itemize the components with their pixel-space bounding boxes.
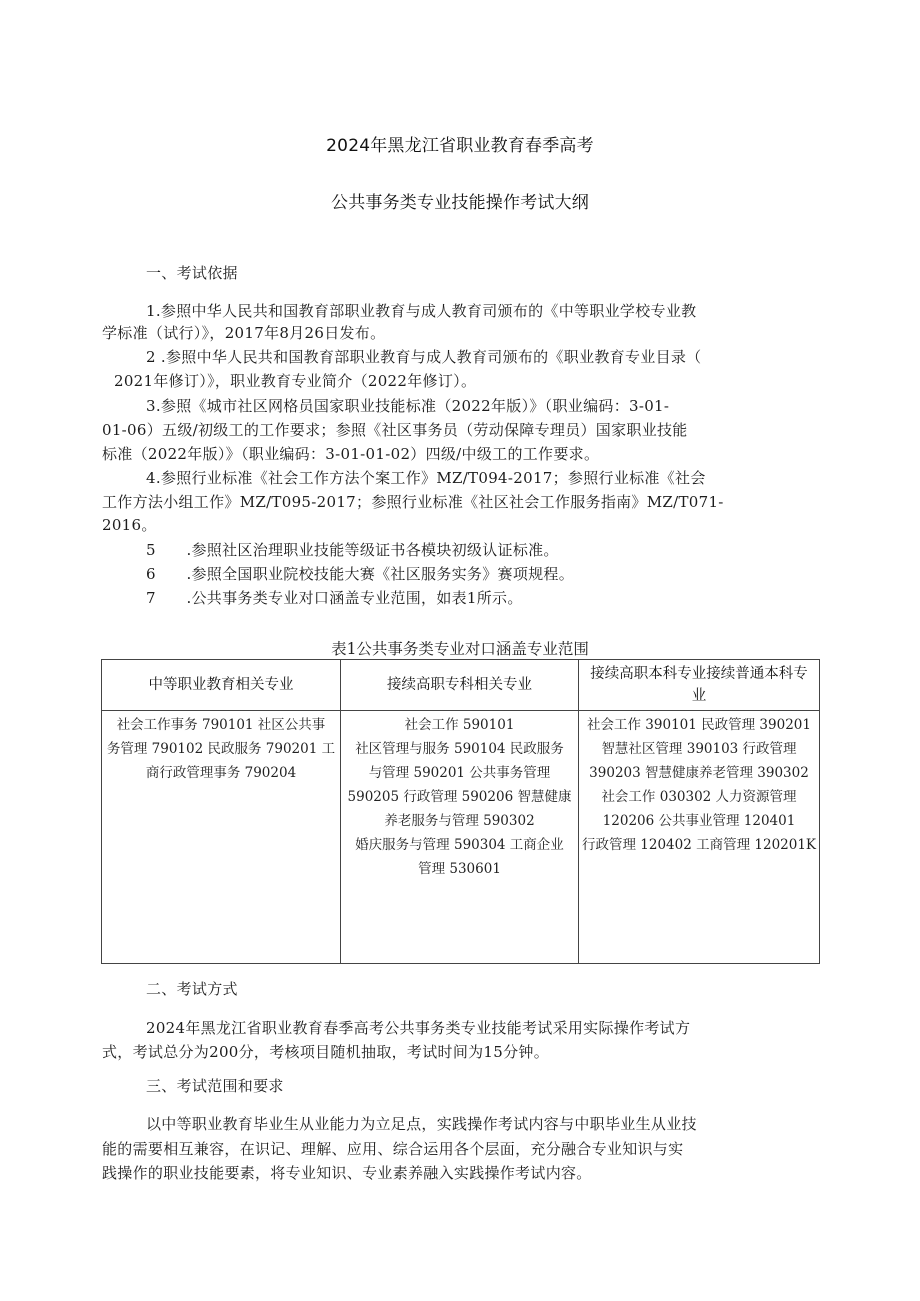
cell-line: 社区管理与服务 590104 民政服务 xyxy=(355,741,564,757)
cell-line: 养老服务与管理 590302 xyxy=(384,813,535,829)
major-coverage-table xyxy=(101,659,820,964)
cell-line: 社会工作事务 790101 社区公共事 xyxy=(116,717,326,733)
cell-line: 社会工作 390101 民政管理 390201 xyxy=(587,717,811,733)
table-cell-higher-vocational-majors xyxy=(341,711,579,964)
basis-item-5: 5 .参照社区治理职业技能等级证书各模块初级认证标准。 xyxy=(146,541,559,559)
basis-item-4-line-3: 2016。 xyxy=(102,516,157,534)
cell-line: 社会工作 030302 人力资源管理 xyxy=(601,789,797,805)
scope-line-3: 践操作的职业技能要素，将专业知识、专业素养融入实践操作考试内容。 xyxy=(102,1164,592,1182)
basis-item-4-line-2: 工作方法小组工作》MZ/T095-2017；参照行业标准《社区社会工作服务指南》MZ/T071- xyxy=(102,493,724,511)
scope-line-1: 以中等职业教育毕业生从业能力为立足点，实践操作考试内容与中职毕业生从业技 xyxy=(146,1115,697,1133)
basis-item-2-line-1: 2 .参照中华人民共和国教育部职业教育与成人教育司颁布的《职业教育专业目录（ xyxy=(146,348,702,366)
basis-item-6: 6 .参照全国职业院校技能大赛《社区服务实务》赛项规程。 xyxy=(146,565,575,583)
table-cell-secondary-majors xyxy=(102,711,341,964)
section-heading-method: 二、考试方式 xyxy=(146,980,238,998)
header-line: 接续高职本科专业接续普通本科专 xyxy=(590,666,808,682)
cell-line: 社会工作 590101 xyxy=(404,717,515,733)
basis-item-4-line-1: 4.参照行业标准《社会工作方法个案工作》MZ/T094-2017；参照行业标准《社会 xyxy=(146,469,706,487)
cell-line: 590205 行政管理 590206 智慧健康 xyxy=(347,789,572,805)
cell-line: 390203 智慧健康养老管理 390302 xyxy=(589,765,809,781)
table-header-higher-vocational: 接续高职专科相关专业 xyxy=(341,660,579,711)
section-heading-basis: 一、考试依据 xyxy=(146,264,238,282)
section-heading-scope: 三、考试范围和要求 xyxy=(146,1077,284,1095)
document-title-line-1: 2024年黑龙江省职业教育春季高考 xyxy=(326,136,594,156)
basis-item-3-line-1: 3.参照《城市社区网格员国家职业技能标准（2022年版）》（职业编码：3-01- xyxy=(146,397,670,415)
table-cell-undergraduate-majors xyxy=(579,711,820,964)
table-header-secondary: 中等职业教育相关专业 xyxy=(102,660,341,711)
table-row xyxy=(102,711,820,964)
basis-item-7: 7 .公共事务类专业对口涵盖专业范围，如表1所示。 xyxy=(146,589,523,607)
cell-line: 智慧社区管理 390103 行政管理 xyxy=(601,741,797,757)
cell-line: 与管理 590201 公共事务管理 xyxy=(368,765,551,781)
cell-line: 120206 公共事业管理 120401 xyxy=(602,813,796,829)
cell-line: 管理 530601 xyxy=(418,861,501,877)
document-title-line-2: 公共事务类专业技能操作考试大纲 xyxy=(331,193,589,213)
scope-line-2: 能的需要相互兼容，在识记、理解、应用、综合运用各个层面，充分融合专业知识与实 xyxy=(102,1140,684,1158)
cell-line: 行政管理 120402 工商管理 120201K xyxy=(581,837,817,853)
method-line-1: 2024年黑龙江省职业教育春季高考公共事务类专业技能考试采用实际操作考试方 xyxy=(146,1019,691,1037)
method-line-2: 式，考试总分为200分，考核项目随机抽取，考试时间为15分钟。 xyxy=(102,1043,550,1061)
basis-item-2-line-2: 2021年修订）》，职业教育专业简介（2022年修订）。 xyxy=(114,372,477,390)
basis-item-1-line-2: 学标准（试行）》，2017年8月26日发布。 xyxy=(102,324,386,342)
header-line: 业 xyxy=(691,688,707,704)
table-header-undergraduate xyxy=(579,660,820,711)
basis-item-1-line-1: 1.参照中华人民共和国教育部职业教育与成人教育司颁布的《中等职业学校专业教 xyxy=(146,302,697,320)
basis-item-3-line-2: 01-06）五级/初级工的工作要求；参照《社区事务员（劳动保障专理员）国家职业技能 xyxy=(102,421,688,439)
cell-line: 务管理 790102 民政服务 790201 工 xyxy=(106,741,336,757)
cell-line: 婚庆服务与管理 590304 工商企业 xyxy=(355,837,564,853)
cell-line: 商行政管理事务 790204 xyxy=(145,765,297,781)
table-caption: 表1公共事务类专业对口涵盖专业范围 xyxy=(331,640,589,658)
basis-item-3-line-3: 标准（2022年版）》（职业编码：3-01-01-02）四级/中级工的工作要求。 xyxy=(102,445,600,463)
table-header-row xyxy=(102,660,820,711)
